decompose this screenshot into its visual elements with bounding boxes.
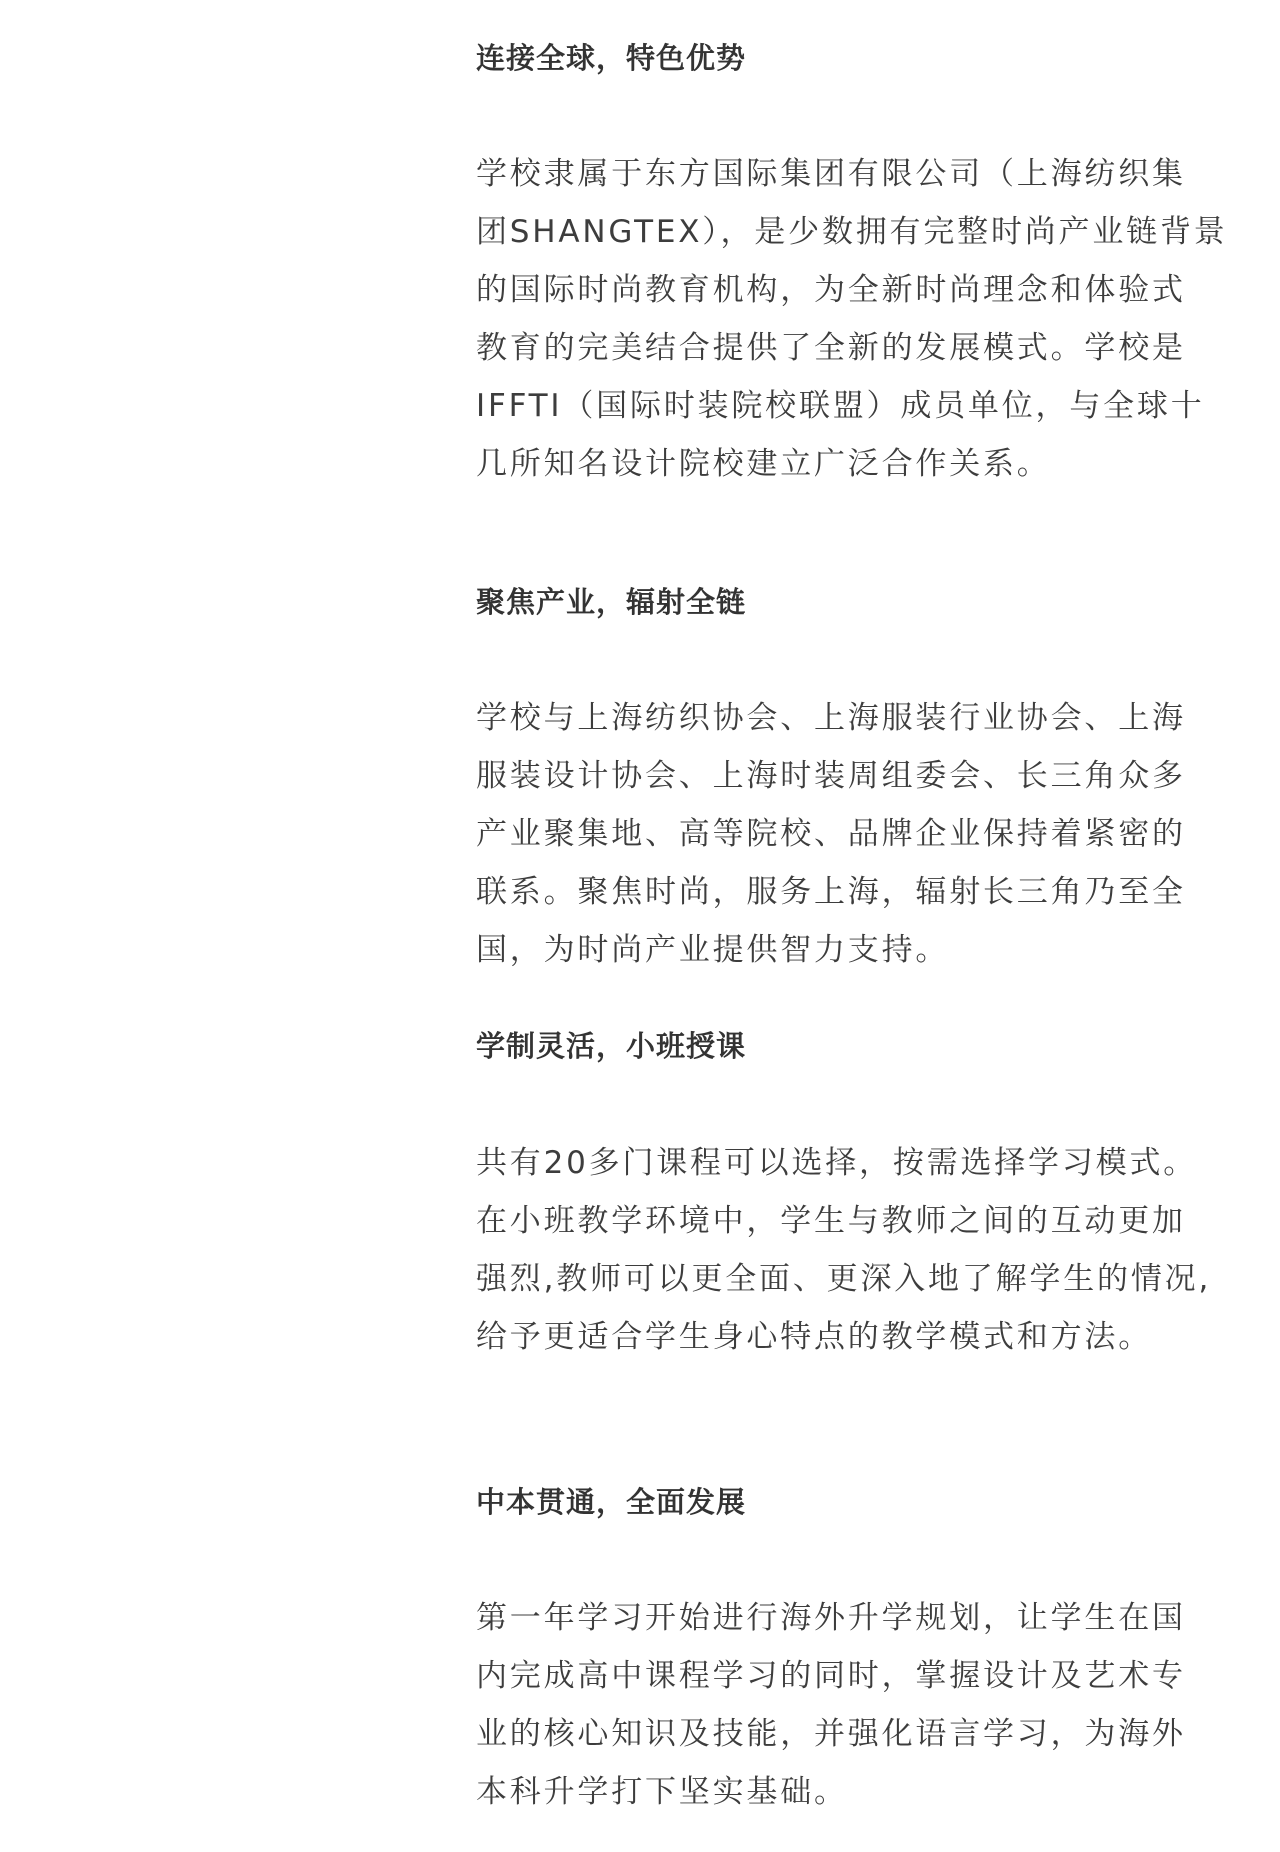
paragraph-line: 教育的完美结合提供了全新的发展模式。学校是 <box>476 330 1186 366</box>
section-heading-flexible: 学制灵活，小班授课 <box>476 1029 747 1063</box>
paragraph-line: 学校隶属于东方国际集团有限公司（上海纺织集 <box>476 156 1186 192</box>
paragraph-line: 几所知名设计院校建立广泛合作关系。 <box>476 446 1051 482</box>
section-heading-global: 连接全球，特色优势 <box>476 41 747 75</box>
paragraph-line: 第一年学习开始进行海外升学规划，让学生在国 <box>476 1600 1186 1636</box>
paragraph-line: 本科升学打下坚实基础。 <box>476 1774 848 1810</box>
paragraph-line: 团SHANGTEX），是少数拥有完整时尚产业链背景 <box>476 214 1228 250</box>
section-paragraph-flexible <box>476 1134 1211 1366</box>
section-paragraph-pathway <box>476 1589 1186 1821</box>
section-paragraph-global <box>476 145 1228 493</box>
paragraph-line: 联系。聚焦时尚，服务上海，辐射长三角乃至全 <box>476 874 1186 910</box>
paragraph-line: 共有20多门课程可以选择，按需选择学习模式。 <box>476 1145 1198 1181</box>
paragraph-line: 国，为时尚产业提供智力支持。 <box>476 932 950 968</box>
paragraph-line: 服装设计协会、上海时装周组委会、长三角众多 <box>476 758 1186 794</box>
paragraph-line: 的国际时尚教育机构，为全新时尚理念和体验式 <box>476 272 1186 308</box>
section-heading-industry: 聚焦产业，辐射全链 <box>476 585 747 619</box>
paragraph-line: 在小班教学环境中，学生与教师之间的互动更加 <box>476 1203 1186 1239</box>
section-paragraph-industry <box>476 689 1186 979</box>
paragraph-line: 给予更适合学生身心特点的教学模式和方法。 <box>476 1319 1152 1355</box>
paragraph-line: 产业聚集地、高等院校、品牌企业保持着紧密的 <box>476 816 1186 852</box>
paragraph-line: 内完成高中课程学习的同时，掌握设计及艺术专 <box>476 1658 1186 1694</box>
paragraph-line: IFFTI（国际时装院校联盟）成员单位，与全球十 <box>476 388 1205 424</box>
paragraph-line: 强烈,教师可以更全面、更深入地了解学生的情况, <box>476 1261 1212 1297</box>
paragraph-line: 业的核心知识及技能，并强化语言学习，为海外 <box>476 1716 1186 1752</box>
paragraph-line: 学校与上海纺织协会、上海服装行业协会、上海 <box>476 700 1186 736</box>
section-heading-pathway: 中本贯通，全面发展 <box>476 1485 747 1519</box>
